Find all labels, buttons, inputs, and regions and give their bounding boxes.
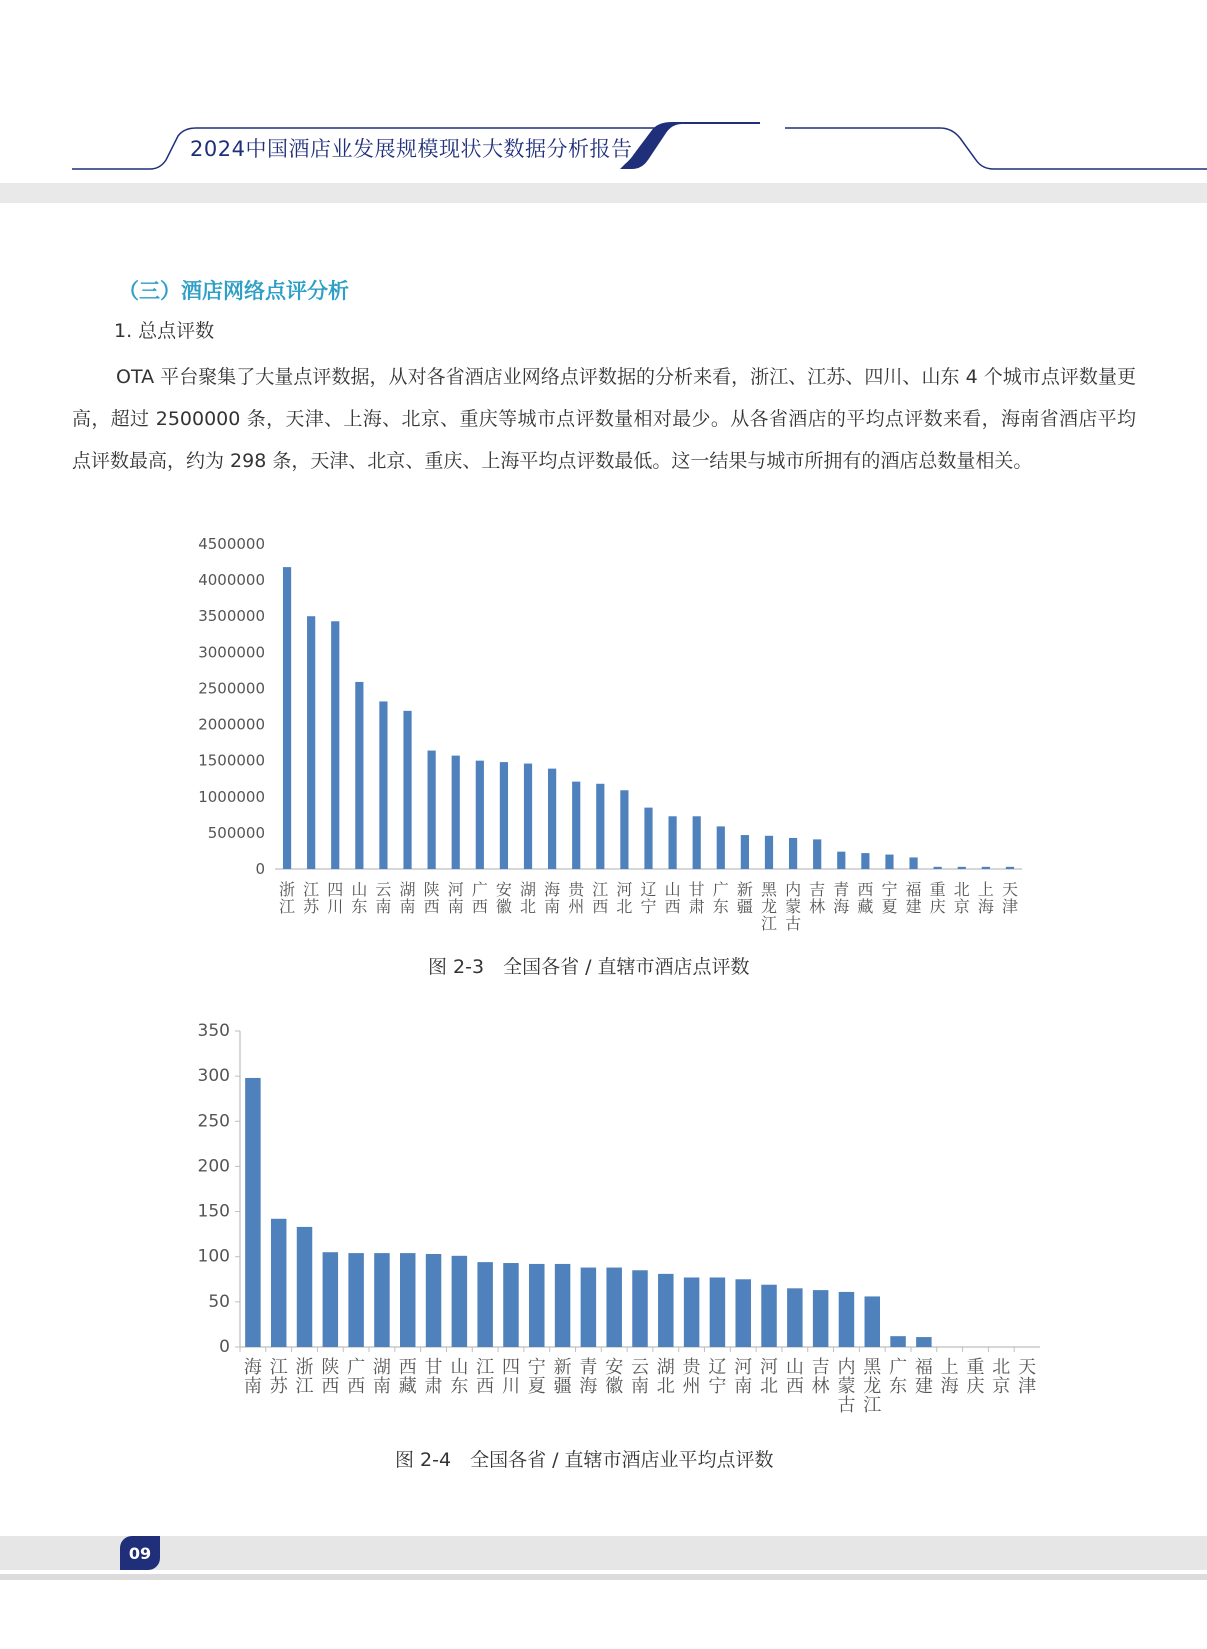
bar [787, 1288, 802, 1347]
x-tick-label: 陕西 [423, 880, 440, 916]
bar [620, 790, 628, 869]
x-tick-label: 山西 [785, 1357, 804, 1397]
x-tick-label: 湖北 [520, 880, 537, 916]
bar [524, 764, 532, 869]
body-paragraph: OTA 平台聚集了大量点评数据，从对各省酒店业网络点评数据的分析来看，浙江、江苏、四川、山东 4 个城市点评数量更高，超过 2500000 条，天津、上海、北京、重庆等城市点评数量相对最少。从各省酒店的平均点评数来看，海南省酒店平均点评数最高，约为 298 条，天津、北京、重庆、上海平均点评数最低。这一结果与城市所拥有的酒店总数量相关。 [72, 366, 1136, 472]
x-tick-label: 贵州 [568, 880, 585, 916]
bar [374, 1253, 389, 1347]
bar [548, 769, 556, 869]
bar [765, 836, 773, 869]
x-tick-label: 上海 [940, 1357, 959, 1397]
bar [839, 1292, 854, 1347]
bar [529, 1264, 544, 1347]
x-tick-label: 河北 [760, 1357, 779, 1397]
x-tick-label: 河南 [734, 1357, 753, 1397]
figure-caption-2-4: 图 2-4 全国各省 / 直辖市酒店业平均点评数 [395, 1449, 774, 1471]
bar [658, 1274, 673, 1347]
bar [644, 808, 652, 869]
bar [861, 853, 869, 869]
x-tick-label: 新疆 [553, 1357, 572, 1397]
x-tick-label: 四川 [501, 1357, 520, 1397]
header-band [0, 183, 1207, 203]
bar [684, 1277, 699, 1347]
y-tick-label: 3000000 [198, 643, 265, 662]
x-tick-label: 黑龙江 [760, 880, 777, 932]
subheading: 1. 总点评数 [114, 320, 215, 342]
x-tick-label: 河北 [616, 880, 633, 916]
bar [283, 567, 291, 869]
bar [452, 756, 460, 869]
x-tick-label: 广东 [889, 1357, 908, 1397]
page-number: 09 [120, 1536, 160, 1570]
y-tick-label: 200 [197, 1156, 230, 1177]
x-tick-label: 青海 [833, 880, 850, 916]
chart-average-reviews [180, 1016, 1060, 1430]
x-tick-label: 广西 [347, 1357, 366, 1397]
bar [555, 1264, 570, 1347]
x-tick-label: 四川 [327, 880, 344, 916]
bar [865, 1296, 880, 1347]
bar [982, 867, 990, 869]
bar [297, 1227, 312, 1347]
bar [710, 1277, 725, 1347]
x-tick-label: 云南 [375, 880, 392, 916]
x-tick-label: 贵州 [682, 1357, 701, 1397]
bar [331, 621, 339, 869]
bar [500, 762, 508, 869]
x-tick-label: 青海 [579, 1357, 598, 1397]
x-tick-label: 吉林 [811, 1357, 830, 1397]
x-tick-label: 陕西 [321, 1357, 340, 1397]
bar [596, 784, 604, 869]
x-tick-label: 重庆 [966, 1357, 985, 1397]
x-tick-label: 重庆 [929, 880, 946, 916]
x-tick-label: 北京 [953, 880, 970, 916]
y-tick-label: 0 [219, 1337, 230, 1357]
x-tick-label: 辽宁 [640, 880, 657, 916]
x-tick-label: 福建 [905, 880, 922, 916]
bar [307, 616, 315, 869]
x-tick-label: 广东 [712, 880, 729, 916]
x-tick-label: 江西 [476, 1357, 495, 1397]
x-tick-label: 海南 [544, 880, 561, 916]
x-tick-label: 江苏 [303, 880, 320, 916]
y-tick-label: 350 [197, 1021, 230, 1041]
chart-total-reviews [180, 532, 1040, 936]
chart-average-reviews-svg [180, 1016, 1060, 1426]
bar [503, 1263, 518, 1347]
x-tick-label: 甘肃 [688, 880, 705, 916]
x-tick-label: 内蒙古 [785, 880, 802, 932]
x-tick-label: 上海 [977, 880, 994, 916]
bar [761, 1285, 776, 1347]
bar [581, 1268, 596, 1347]
x-tick-label: 湖南 [399, 880, 416, 916]
y-tick-label: 2500000 [198, 679, 265, 698]
x-tick-label: 江西 [592, 880, 609, 916]
y-tick-label: 250 [197, 1111, 230, 1132]
y-tick-label: 50 [208, 1291, 230, 1312]
bar [400, 1253, 415, 1347]
bar [885, 855, 893, 869]
bar [789, 838, 797, 869]
x-tick-label: 天津 [1018, 1357, 1037, 1397]
chart-total-reviews-svg [180, 532, 1040, 932]
x-tick-label: 黑龙江 [863, 1357, 882, 1416]
footer-line [0, 1574, 1207, 1580]
x-tick-label: 江苏 [269, 1357, 288, 1397]
bar [1006, 867, 1014, 869]
y-tick-label: 4500000 [198, 535, 265, 553]
x-tick-label: 湖北 [656, 1357, 675, 1397]
x-tick-label: 北京 [992, 1357, 1011, 1397]
bar [428, 751, 436, 869]
x-tick-label: 西藏 [398, 1357, 417, 1397]
bar [669, 816, 677, 869]
bar [632, 1270, 647, 1347]
bar [813, 1290, 828, 1347]
bar [606, 1268, 621, 1347]
y-tick-label: 4000000 [198, 571, 265, 590]
x-tick-label: 福建 [914, 1357, 933, 1397]
bar [572, 782, 580, 869]
footer-band [0, 1536, 1207, 1570]
bar [477, 1262, 492, 1347]
bar [476, 761, 484, 869]
bar [837, 852, 845, 869]
x-tick-label: 宁夏 [881, 880, 898, 916]
bar [271, 1219, 286, 1347]
y-tick-label: 300 [197, 1066, 230, 1087]
bar [890, 1336, 905, 1347]
y-tick-label: 1500000 [198, 751, 265, 770]
bar [717, 826, 725, 869]
figure-caption-2-3: 图 2-3 全国各省 / 直辖市酒店点评数 [428, 956, 750, 978]
x-tick-label: 海南 [243, 1357, 262, 1397]
bar [379, 701, 387, 869]
x-tick-label: 西藏 [857, 880, 874, 916]
x-tick-label: 甘肃 [424, 1357, 443, 1397]
y-tick-label: 0 [255, 860, 265, 878]
x-tick-label: 山西 [664, 880, 681, 916]
bar [348, 1253, 363, 1347]
bar [813, 839, 821, 869]
bar [323, 1252, 338, 1347]
y-tick-label: 150 [197, 1201, 230, 1222]
header-center-accent [620, 122, 760, 169]
x-tick-label: 山东 [351, 880, 368, 916]
x-tick-label: 宁夏 [527, 1357, 546, 1397]
x-tick-label: 广西 [471, 880, 488, 916]
bar [403, 711, 411, 869]
bar [916, 1337, 931, 1347]
x-tick-label: 浙江 [295, 1357, 314, 1397]
section-heading: （三）酒店网络点评分析 [118, 279, 349, 303]
bar [693, 816, 701, 869]
x-tick-label: 河南 [447, 880, 464, 916]
x-tick-label: 天津 [1001, 880, 1018, 916]
bar [741, 835, 749, 869]
y-tick-label: 3500000 [198, 607, 265, 626]
y-tick-label: 1000000 [198, 787, 265, 806]
y-tick-label: 2000000 [198, 715, 265, 734]
x-tick-label: 吉林 [809, 880, 826, 916]
x-tick-label: 新疆 [736, 880, 753, 916]
x-tick-label: 山东 [450, 1357, 469, 1397]
report-title: 2024中国酒店业发展规模现状大数据分析报告 [190, 137, 633, 161]
x-tick-label: 云南 [631, 1357, 649, 1397]
x-tick-label: 安徽 [605, 1357, 624, 1397]
y-tick-label: 500000 [207, 823, 265, 842]
header-right-line [785, 128, 1207, 169]
bar [934, 867, 942, 869]
x-tick-label: 内蒙古 [837, 1357, 856, 1416]
bar [909, 857, 917, 869]
x-tick-label: 安徽 [495, 880, 512, 916]
bar [735, 1279, 750, 1347]
x-tick-label: 湖南 [372, 1357, 391, 1397]
y-tick-label: 100 [197, 1246, 230, 1267]
x-tick-label: 浙江 [279, 880, 296, 916]
bar [245, 1078, 260, 1347]
bar [958, 867, 966, 869]
bar [355, 682, 363, 869]
bar [452, 1256, 467, 1347]
bar [426, 1254, 441, 1347]
x-tick-label: 辽宁 [708, 1357, 727, 1397]
